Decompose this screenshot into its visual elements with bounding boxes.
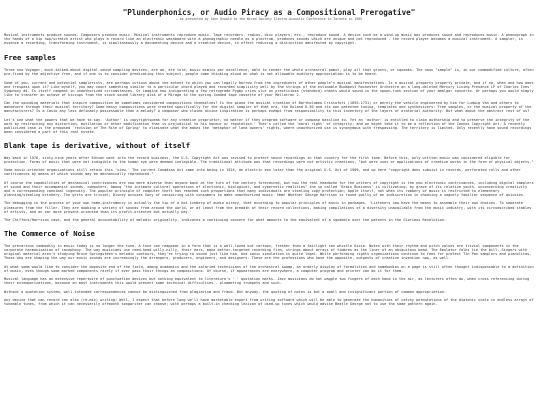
section-paragraph: Some of you, current and potential samplerists, are perhaps curious about the extent to which you can legally borrow from the ingredients of other people's musical manifestations. Is a musical property property private, and if so, when and how does one trespass upon it? Like myself, you may count something similar to a particular chord played and recorded simplicity well by the strings of the estimable Budapest Rochester Orchestra on a long-deleted Mercury Living Presence LP of Charles Ives' Symphony #4. Is itself rampant in unauthorized circumstances. Or imagine how invigorating a few retrograde Pygmy cries slur on practiciosa (standard) chants would sound in the spoon-funk section of your amalgar concerto. Or perhaps you would simply like to transfer an octave of hiccups from the stock sound library disk of a Mirage to the spring-loaded tape cassette of your Mellotron 2. xyxy=(4,80,534,97)
section-paragraph: Can the sounding materials that inspire composition be sometimes considered compositions themselves? Is the piano the musical creation of Bartholomeo Cristofori (1655-1731) or merely the vehicle engineered by him for Ludwig Van and others to manoeuvre through their musical territory? Some messy compositions were created specifically for the digital sampler of that era, the Roland D-50 and its own patented tuning, templates and synthesizers: Free samples, or the musical property of the manufacturers? Is a Casio any less definably possessable than a melody? A composer who claims divine inspiration is perhaps exempt from responsibility to this inventory of the layers of oratorial authority. But what about the abstract rest of us? xyxy=(4,101,532,114)
section-paragraph: Musical language has an extensive repertoire of punctuation devices but nothing equivalent to literature's ' ' quotation marks. Jazz musicians do not waggle two fingers of each hand in the air, as lecturers often do, when cross referencing during their extemporizations, because on most instruments this would present some technical difficulties - plummeting trumpets and such. xyxy=(4,277,530,286)
section-paragraph: The precarious commodity in music today is no longer the tune. A tune can reappear in a form that is a well-loved but cartoon, fresher than a fairlight can whistle Dixie. Notes with their rhythm and pitch values are trivial components in the corporate harmonization of cacophony. The way musicians use reed-head willy-nilly, their ears, make better-targeted recording firm, strings about arrays of timbres as the liner of an ubiquitous bead. The Emulator folks tie the bill. Singers with original material aren't studying Bruce Springsteen's melodic contours, they're trying to sound just like him. And sonic simulation is quite legal. While performing rights organizations continue to fees for protect Tin Pan samplers and pianolitas. Those who are shaping the way our music sounds are increasingly the arrangers, producers, engineers, and designers. These are the professions who have the opposite, outposts of creative invention now, as well. xyxy=(4,244,532,261)
page-subtitle: — as presented by John Oswald to the Wired Society Electro-Acoustic Conference in Toronto in 1985 xyxy=(175,17,363,21)
section-paragraph: Way back in 1976, sixty-nine years after Edison went into the record business, the U.S. Copyright Act was revised to protect sound recordings in that country for the first time. Before this, only written music was considered eligible for protection. Forms of music that were not indigible to the human eye were deemed inelegible. The traditional attitude was that recordings were not artistic creations, "but were uses or applications of creative works in the form of physical objects." xyxy=(4,155,534,164)
section-paragraph: Without a quotation system, well-intended correspondences cannot be distinguished from plagiarism and fraud. But anyway, the quoting of notes is but a small and insignificant portion of common appropriation. xyxy=(4,289,447,294)
section-heading-blank-tape: Blank tape is derivative, without of itself xyxy=(4,140,191,150)
intro-paragraph: Musical instruments produce sounds. Composers produce music. Musical instruments reproduce music. Tape recorders, radios, disc players, etc., reproduce sound. A device such as a wind-up music box produces sound and reproduces music. A phonograph in the hands of a hip hop/scratch artist who plays a record like an electronic washboard with a phonographic needle as a plectrum, produces sounds which are unique and not reproduced - the record player becomes a musical instrument. A sampler, in essence a recording, transforming instrument, is simultaneously a documenting device and a creative device, in effect reducing a distinction manifested by copyright. xyxy=(4,33,534,46)
section-paragraph: Some music-oriented organizations still retain this 'view.' The current Canadian Act came into being in 1924, an electric eon later than the original U.S. Act of 1909, and up here "copyright does subsist in records, perforated rolls and other contrivances by means of which sounds may be mechanically reproduced." xyxy=(4,168,521,177)
section-paragraph: Of course the capabilities of mechanical contrivances are now more diverse than anyone back at the turn of the century forecasted, but now the real headache for the writers of copyright is the new electronic contrivances, including digital samplers of sound and their accompanist sounds, computers. Among "the intimate cultural operations of electronic, biological, and cybernetic realities" the so called 'Brain Business' is cultivating, by grace of its relative youth, unconcerning creativity and a corresponding cannibal ingenuity. The popular principle of computer theft has reached such proportions that many individuals are stealing copy protection; Apple itself, not when its robbery of music is restricted to elementary planning/stealing brinkery. The grits are trivial; Disney accuses Sony of conspiring with consumers to make unauthorized music. Hmm! Whether George Harrison is found guilty of an indiscretion in choosing a vaguely familiar sequence of quickies. xyxy=(4,180,534,198)
section-heading-free-samples: Free samples xyxy=(4,53,56,63)
section-paragraph: The debugging in the process of your own home-instrumency is actually the tip of a hot iceberg of audio piracy, that according to popular principles of music in packages. 'Listeners now have the means to assemble their own choices. To separate pleasures from the filler. They are dubbing a variety of sounds from around the world, or at least from the breadth of their record collections, making compilations of a diversity unavailable from the music industry, with its circumscribed stables of artists, and an ear more present-oriented than its profit-oriented but actually pay.' xyxy=(4,201,532,214)
section-heading-commerce-of-noise: The Commerce of Noise xyxy=(4,229,95,239)
section-paragraph: Any device that can record can also (re-mix) writing! Well, I expect that before long we'll have marketable export from writing software which will be able to generate the humanities of catchy permutations of the diatonic scale in endless arrays of tuneable tunes, from which it can necessarily offmonth songwriter can choose; with perhaps a built-in checking lexicon of used-up tunes which would advise Beatle George not to use the same pattern again. xyxy=(4,298,534,307)
page-title: "Plunderphonics, or Audio Piracy as a Compositional Prerogative" xyxy=(122,8,416,17)
section-paragraph: Three new Voyager, much-talked-about digital sound sampling devices, are we, are told, music mimics par excellence, able to render the whole orchestral gamut, play all that grunts, or squeaks. The noun "sample" is, in our commodified culture, often pre-fixed by the adjective free, and if one is to consider predicating this subject, people come thinking aloud on what is not allowable auditory appropriation is to be heard. xyxy=(4,68,534,77)
section-paragraph: The Chiffons/Harrison case, and the general accountability of melodic originality, indicates a continuing concern for what amounts to the equivalent of a squabble over the patents in the Glorious Revolution. xyxy=(4,218,447,222)
section-paragraph: Let's see what the powers that be have to say. 'Author' is copyrightspeak for any creative proprietor, no matter if they program software or compose bassline to. Yet an 'author' is entitled to claim authorship and to preserve the integrity of the work by restraining any distortion, mutilation or other modification that is prejudicial to his honour or reputation.' That's called the 'moral right' of integrity; and we might take it to be a reflection of the Cannes Copyright Act. A recently publicized case is the proposed 'revision of The Rite of Spring' to eliminate what the makes the 'metaphor of land owners' rights, where unauthorized use is synonymous with trespassing. The territory is limited. Only recently have sound recordings been considered a part of this real estate. xyxy=(4,117,532,134)
section-paragraph: At what some would like to consider the opposite end of the field, among academics and the salaried technicians of the orchestral swamp, an orderly display of formalities and homebodies on a page is still often thought indispensable to a definition of music, even though some marked components rarely if ever pass their things as compositions. Of course, if appearances are everywhere, a computer program and printer can do it for them. xyxy=(4,264,534,273)
